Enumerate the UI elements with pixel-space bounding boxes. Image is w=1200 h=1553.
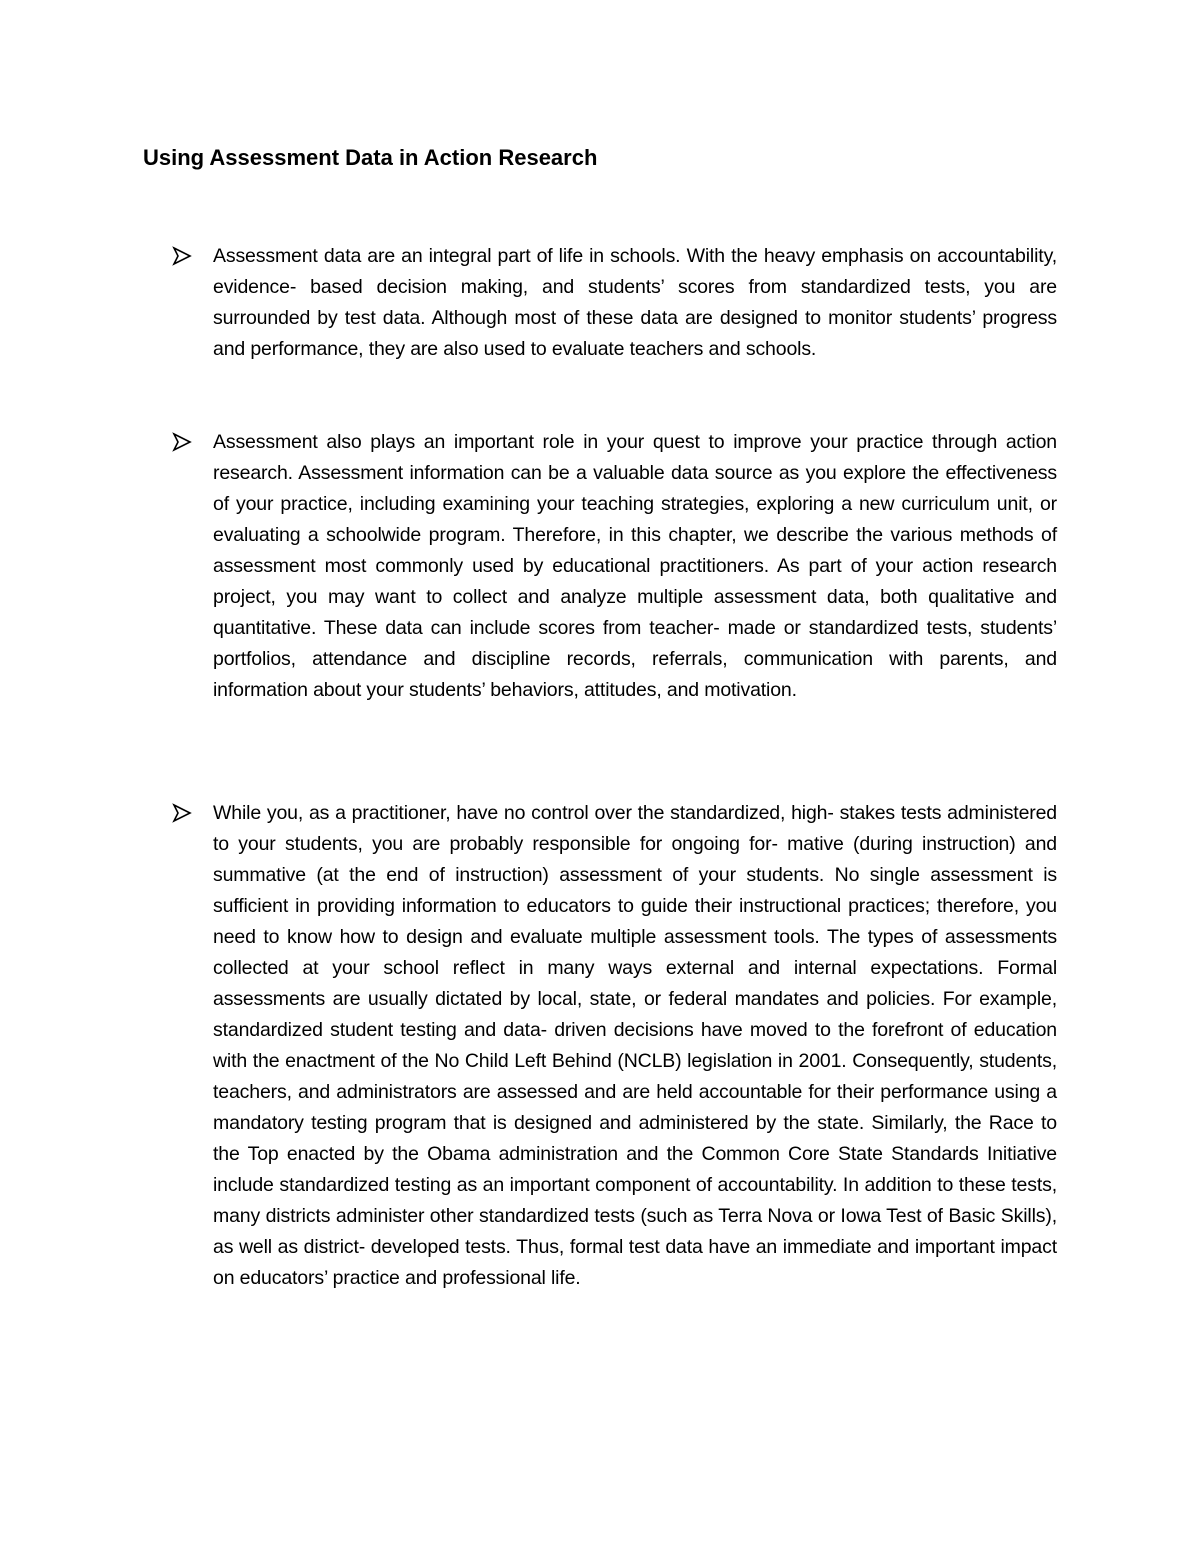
arrowhead-bullet-icon <box>171 798 197 829</box>
bullet-item <box>171 798 1057 1294</box>
bullet-item <box>171 241 1057 365</box>
arrowhead-bullet-icon <box>171 241 197 272</box>
bullet-paragraph: Assessment also plays an important role in your quest to improve your practice through action research. Assessment information can be a valuable data source as you explore the effectiveness of your practice, including examining your teaching strategies, exploring a new curriculum unit, or evaluating a schoolwide program. Therefore, in this chapter, we describe the various methods of assessment most commonly used by educational practitioners. As part of your action research project, you may want to collect and analyze multiple assessment data, both qualitative and quantitative. These data can include scores from teacher- made or standardized tests, students’ portfolios, attendance and discipline records, referrals, communication with parents, and information about your students’ behaviors, attitudes, and motivation. <box>213 431 1057 701</box>
document-title: Using Assessment Data in Action Research <box>143 145 598 170</box>
bullet-item <box>171 427 1057 706</box>
bullet-paragraph: While you, as a practitioner, have no control over the standardized, high- stakes tests administered to your students, you are probably responsible for ongoing for- mative (during instruction) and summative (at the end of instruction) assessment of your students. No single assessment is sufficient in providing information to educators to guide their instructional practices; therefore, you need to know how to design and evaluate multiple assessment tools. The types of assessments collected at your school reflect in many ways external and internal expectations. Formal assessments are usually dictated by local, state, or federal mandates and policies. For example, standardized student testing and data- driven decisions have moved to the forefront of education with the enactment of the No Child Left Behind (NCLB) legislation in 2001. Consequently, students, teachers, and administrators are assessed and are held accountable for their performance using a mandatory testing program that is designed and administered by the state. Similarly, the Race to the Top enacted by the Obama administration and the Common Core State Standards Initiative include standardized testing as an important component of accountability. In addition to these tests, many districts administer other standardized tests (such as Terra Nova or Iowa Test of Basic Skills), as well as district- developed tests. Thus, formal test data have an immediate and important impact on educators’ practice and professional life. <box>213 802 1057 1289</box>
bullet-paragraph: Assessment data are an integral part of life in schools. With the heavy emphasis on accountability, evidence- based decision making, and students’ scores from standardized tests, you are surrounded by test data. Although most of these data are designed to monitor students’ progress and performance, they are also used to evaluate teachers and schools. <box>213 245 1057 360</box>
arrowhead-bullet-icon <box>171 427 197 458</box>
